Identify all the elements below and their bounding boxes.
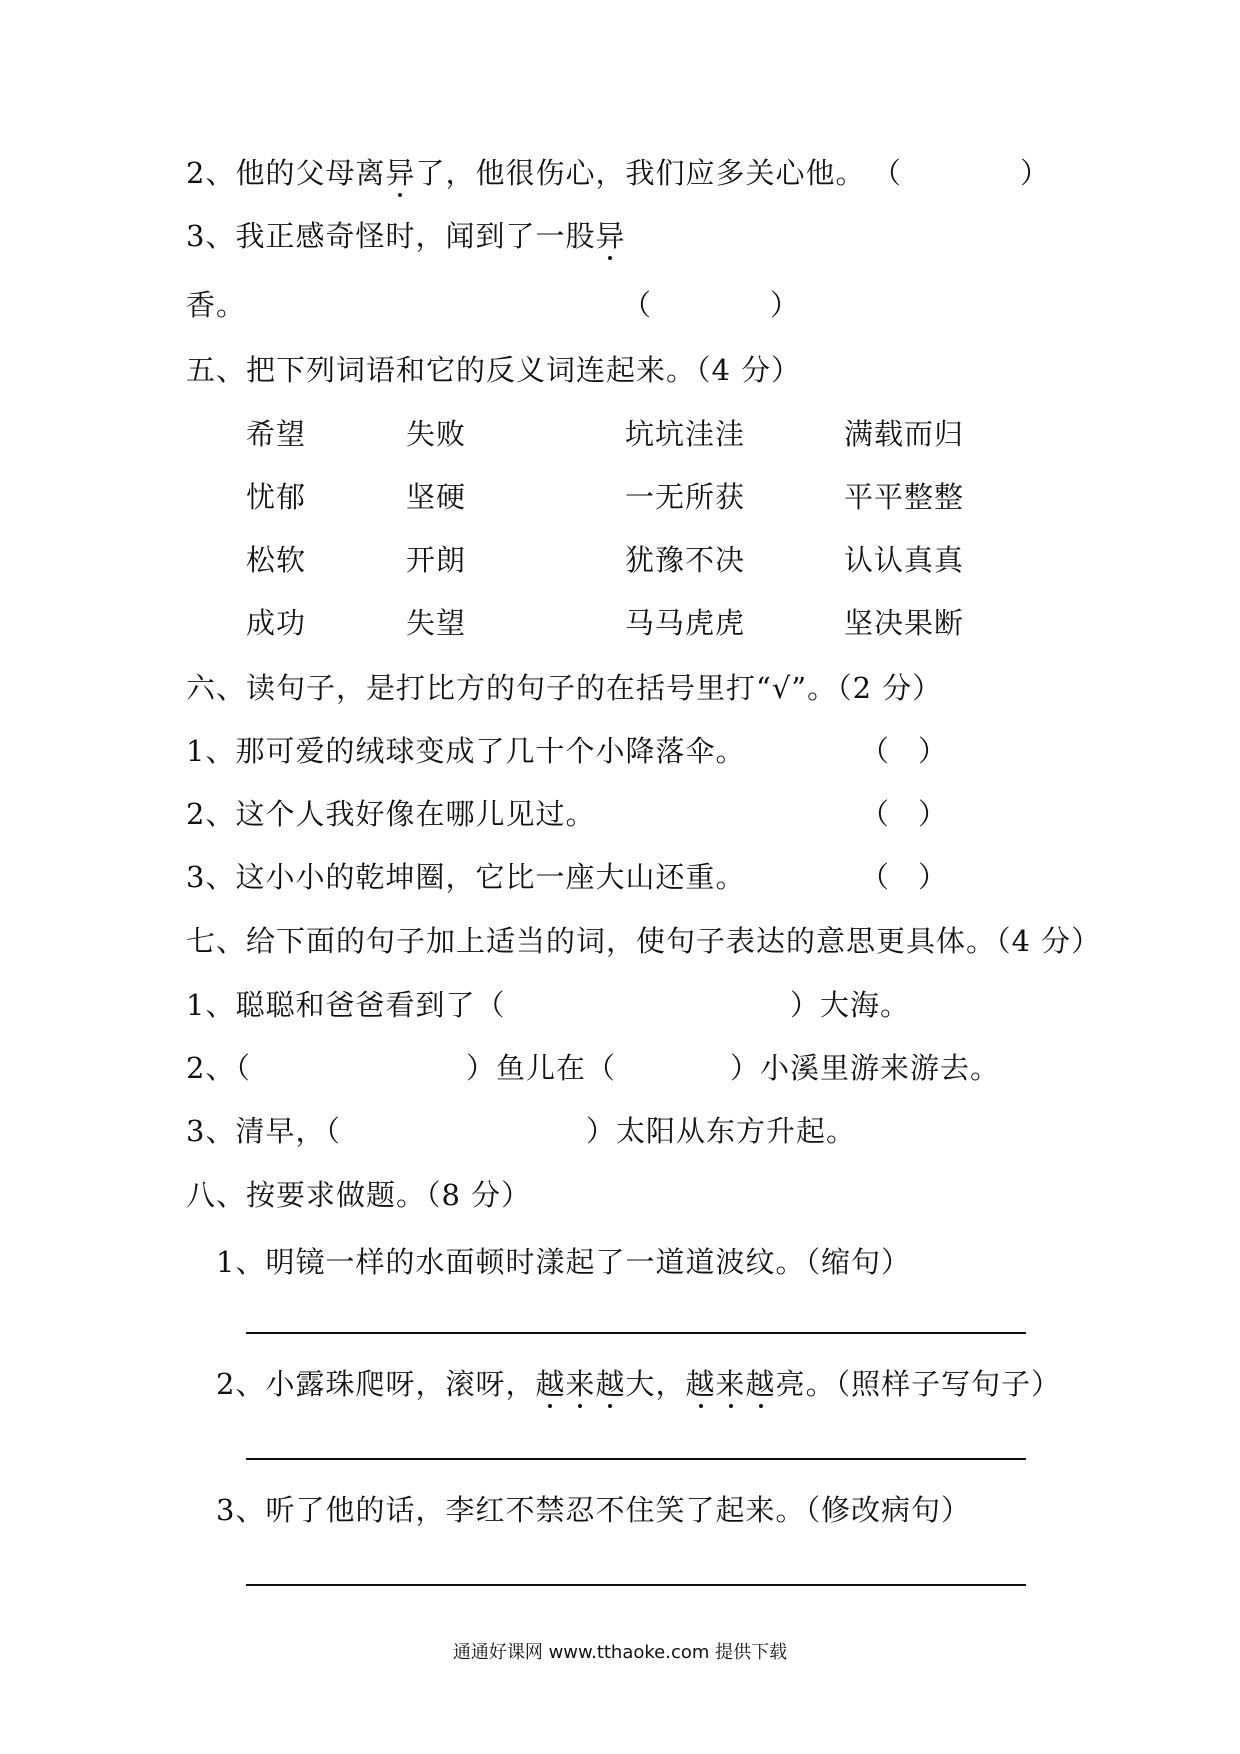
page-footer: 通通好课网 www.tthaoke.com 提供下载 (452, 1642, 788, 1663)
word: 平平整整 (844, 480, 965, 514)
s6-item3-paren: （ ） (860, 860, 948, 894)
s7-heading: 七、给下面的句子加上适当的词，使句子表达的意思更具体。（4 分） (186, 924, 1102, 958)
s7-item2-c: ）小溪里游来游去。 (730, 1051, 1001, 1085)
word: 满载而归 (844, 417, 965, 451)
word: 希望 (246, 417, 307, 451)
word: 失望 (406, 606, 467, 640)
s8-item1: 1、明镜一样的水面顿时漾起了一道道波纹。（缩句） (216, 1245, 911, 1279)
word: 坚硬 (406, 480, 467, 514)
s6-heading: 六、读句子，是打比方的句子的在括号里打“√”。（2 分） (186, 671, 943, 705)
s6-item2: 2、这个人我好像在哪儿见过。 (186, 797, 596, 831)
s4-item3-paren-close: ） (770, 288, 800, 322)
emphasis-dot-char: 来 (716, 1364, 746, 1404)
s7-item2-b: ）鱼儿在（ (466, 1051, 617, 1085)
s4-item3-paren-open: （ (622, 288, 652, 322)
s6-item2-paren: （ ） (860, 797, 948, 831)
emphasis-dot-char: 越 (595, 1364, 625, 1404)
word: 犹豫不决 (625, 543, 746, 577)
word: 一无所获 (625, 480, 746, 514)
word: 坑坑洼洼 (625, 417, 746, 451)
s8-heading: 八、按要求做题。（8 分） (186, 1178, 532, 1212)
answer-line[interactable] (246, 1332, 1026, 1334)
s6-item1-paren: （ ） (860, 734, 948, 768)
answer-line[interactable] (246, 1584, 1026, 1586)
s5-heading: 五、把下列词语和它的反义词连起来。（4 分） (186, 353, 802, 387)
s6-item3: 3、这小小的乾坤圈，它比一座大山还重。 (186, 860, 746, 894)
answer-line[interactable] (246, 1458, 1026, 1460)
emphasis-dot-char: 越 (686, 1364, 716, 1404)
s8-item2: 2、小露珠爬呀，滚呀，越来越大，越来越亮。（照样子写句子） (216, 1364, 1061, 1404)
word: 忧郁 (246, 480, 307, 514)
word: 马马虎虎 (625, 606, 746, 640)
word: 开朗 (406, 543, 467, 577)
emphasis-dot-char: 越 (746, 1364, 776, 1404)
s7-item2-a: 2、（ (186, 1051, 251, 1085)
word: 松软 (246, 543, 307, 577)
emphasis-dot-char: 异 (595, 216, 625, 256)
emphasis-dot-char: 异 (385, 153, 415, 193)
s7-item1-a: 1、聪聪和爸爸看到了（ (186, 988, 506, 1022)
s7-item3-a: 3、清早，（ (186, 1114, 341, 1148)
s8-item3: 3、听了他的话，李红不禁忍不住笑了起来。（修改病句） (216, 1493, 971, 1527)
s7-item1-b: ）大海。 (790, 988, 911, 1022)
emphasis-dot-char: 越 (535, 1364, 565, 1404)
s4-item3-line2: 香。 (186, 288, 247, 322)
s7-item3-b: ）太阳从东方升起。 (586, 1114, 857, 1148)
word: 成功 (246, 606, 307, 640)
s4-item2: 2、他的父母离异了，他很伤心，我们应多关心他。 (186, 153, 865, 193)
word: 失败 (406, 417, 467, 451)
word: 坚决果断 (844, 606, 965, 640)
word: 认认真真 (844, 543, 965, 577)
s4-item3-line1: 3、我正感奇怪时，闻到了一股异 (186, 216, 625, 256)
s4-item2-paren-open: （ (872, 156, 902, 190)
s6-item1: 1、那可爱的绒球变成了几十个小降落伞。 (186, 734, 746, 768)
emphasis-dot-char: 来 (565, 1364, 595, 1404)
s4-item2-paren-close: ） (1020, 156, 1050, 190)
